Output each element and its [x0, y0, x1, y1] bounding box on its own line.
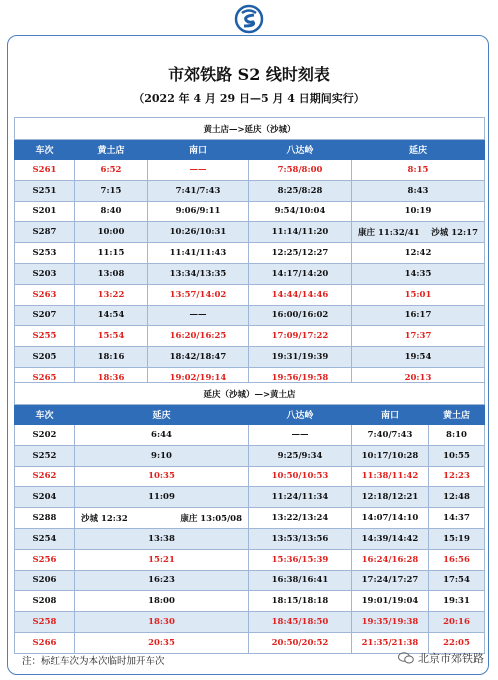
column-header: 八达岭 [249, 140, 352, 160]
time-cell: 11:24/11:34 [249, 487, 352, 508]
time-cell: 13:38 [75, 528, 249, 549]
table-row [15, 425, 485, 446]
time-cell: 15:21 [75, 549, 249, 570]
time-cell: 16:20/16:25 [148, 326, 249, 347]
time-cell: 10:35 [75, 466, 249, 487]
time-cell: 8:10 [429, 425, 485, 446]
time-cell: 14:44/14:46 [249, 284, 352, 305]
column-header: 南口 [148, 140, 249, 160]
time-cell: 21:35/21:38 [352, 632, 429, 653]
wechat-icon [398, 652, 414, 664]
train-number: S252 [15, 445, 75, 466]
train-number: S253 [15, 243, 75, 264]
split-time: 康庄 11:32/41 [358, 228, 420, 239]
time-cell: 15:19 [429, 528, 485, 549]
time-cell: 11:38/11:42 [352, 466, 429, 487]
train-number: S202 [15, 425, 75, 446]
train-number: S288 [15, 508, 75, 529]
time-cell: 15:01 [352, 284, 485, 305]
table-row [15, 591, 485, 612]
time-cell: 7:40/7:43 [352, 425, 429, 446]
table-row [15, 549, 485, 570]
train-number: S203 [15, 263, 75, 284]
time-cell: 13:22/13:24 [249, 508, 352, 529]
time-cell: 18:30 [75, 612, 249, 633]
time-cell: 15:36/15:39 [249, 549, 352, 570]
train-number: S206 [15, 570, 75, 591]
direction-label: 延庆（沙城）—>黄土店 [15, 383, 485, 405]
train-number: S258 [15, 612, 75, 633]
time-cell: 10:50/10:53 [249, 466, 352, 487]
time-cell: 11:41/11:43 [148, 243, 249, 264]
train-number: S204 [15, 487, 75, 508]
time-cell: 11:15 [75, 243, 148, 264]
train-number: S256 [15, 549, 75, 570]
header-row [15, 405, 485, 425]
table-row [15, 487, 485, 508]
train-number: S208 [15, 591, 75, 612]
time-cell: 19:54 [352, 347, 485, 368]
time-cell: 16:23 [75, 570, 249, 591]
time-cell: 19:31/19:39 [249, 347, 352, 368]
time-cell: —— [249, 425, 352, 446]
table-row [15, 201, 485, 222]
time-cell: 6:44 [75, 425, 249, 446]
page-subtitle: （2022 年 4 月 29 日—5 月 4 日期间实行） [133, 92, 365, 105]
time-cell: 18:45/18:50 [249, 612, 352, 633]
header-row [15, 140, 485, 160]
table-row [15, 305, 485, 326]
table-row [15, 284, 485, 305]
time-cell: 9:25/9:34 [249, 445, 352, 466]
time-cell: 14:37 [429, 508, 485, 529]
table-row [15, 326, 485, 347]
split-time: 沙城 12:17 [431, 228, 478, 239]
time-cell: 7:58/8:00 [249, 160, 352, 181]
time-cell: 20:16 [429, 612, 485, 633]
table-row [15, 508, 485, 529]
time-cell: 12:18/12:21 [352, 487, 429, 508]
time-cell [352, 222, 485, 243]
train-number: S261 [15, 160, 75, 181]
time-cell: 18:00 [75, 591, 249, 612]
time-cell: 14:07/14:10 [352, 508, 429, 529]
time-cell: 12:48 [429, 487, 485, 508]
table-row [15, 570, 485, 591]
column-header: 南口 [352, 405, 429, 425]
time-cell: 13:53/13:56 [249, 528, 352, 549]
time-cell: 10:19 [352, 201, 485, 222]
bcr-logo-icon [234, 4, 264, 34]
table-row [15, 347, 485, 368]
time-cell: —— [148, 160, 249, 181]
time-cell: 9:10 [75, 445, 249, 466]
time-cell: 14:35 [352, 263, 485, 284]
time-cell: 17:24/17:27 [352, 570, 429, 591]
time-cell: 18:42/18:47 [148, 347, 249, 368]
time-cell: 9:54/10:04 [249, 201, 352, 222]
direction-row [15, 383, 485, 405]
footnote: 注：标红车次为本次临时加开车次 [22, 656, 165, 667]
table-row [15, 466, 485, 487]
watermark [398, 650, 484, 666]
split-time: 康庄 13:05/08 [180, 514, 242, 525]
train-number: S265 [15, 367, 75, 388]
time-cell: 6:52 [75, 160, 148, 181]
direction-label: 黄土店—>延庆（沙城） [15, 118, 485, 140]
time-cell: 13:08 [75, 263, 148, 284]
time-cell: 15:54 [75, 326, 148, 347]
train-number: S254 [15, 528, 75, 549]
table-row [15, 445, 485, 466]
time-cell: 14:54 [75, 305, 148, 326]
column-header: 车次 [15, 405, 75, 425]
time-cell: 7:41/7:43 [148, 180, 249, 201]
time-cell: 16:24/16:28 [352, 549, 429, 570]
column-header: 八达岭 [249, 405, 352, 425]
time-cell: 16:38/16:41 [249, 570, 352, 591]
split-time: 沙城 12:32 [81, 514, 128, 525]
time-cell: 20:13 [352, 367, 485, 388]
time-cell: 10:26/10:31 [148, 222, 249, 243]
table-row [15, 528, 485, 549]
time-cell: 8:43 [352, 180, 485, 201]
time-cell: 12:25/12:27 [249, 243, 352, 264]
time-cell: 14:39/14:42 [352, 528, 429, 549]
time-cell: 19:31 [429, 591, 485, 612]
time-cell: 8:40 [75, 201, 148, 222]
time-cell: 17:54 [429, 570, 485, 591]
train-number: S263 [15, 284, 75, 305]
column-header: 车次 [15, 140, 75, 160]
time-cell: 20:35 [75, 632, 249, 653]
table-row [15, 243, 485, 264]
time-cell: 19:02/19:14 [148, 367, 249, 388]
time-cell: 13:34/13:35 [148, 263, 249, 284]
time-cell: 10:00 [75, 222, 148, 243]
train-number: S255 [15, 326, 75, 347]
time-cell: 11:14/11:20 [249, 222, 352, 243]
time-cell: 13:57/14:02 [148, 284, 249, 305]
time-cell: 18:36 [75, 367, 148, 388]
time-cell: 19:35/19:38 [352, 612, 429, 633]
train-number: S201 [15, 201, 75, 222]
time-cell: 19:56/19:58 [249, 367, 352, 388]
time-cell: —— [148, 305, 249, 326]
train-number: S266 [15, 632, 75, 653]
time-cell: 9:06/9:11 [148, 201, 249, 222]
timetable-outbound [14, 117, 485, 389]
time-cell: 10:55 [429, 445, 485, 466]
time-cell: 11:09 [75, 487, 249, 508]
train-number: S205 [15, 347, 75, 368]
time-cell: 16:00/16:02 [249, 305, 352, 326]
column-header: 延庆 [75, 405, 249, 425]
table-row [15, 263, 485, 284]
time-cell: 17:37 [352, 326, 485, 347]
time-cell: 12:42 [352, 243, 485, 264]
train-number: S251 [15, 180, 75, 201]
table-row [15, 222, 485, 243]
column-header: 黄土店 [429, 405, 485, 425]
page-title: 市郊铁路 S2 线时刻表 [168, 65, 330, 84]
time-cell: 14:17/14:20 [249, 263, 352, 284]
column-header: 延庆 [352, 140, 485, 160]
time-cell: 18:16 [75, 347, 148, 368]
time-cell: 17:09/17:22 [249, 326, 352, 347]
time-cell: 16:17 [352, 305, 485, 326]
train-number: S207 [15, 305, 75, 326]
time-cell: 16:56 [429, 549, 485, 570]
table-row [15, 160, 485, 181]
train-number: S262 [15, 466, 75, 487]
table-row [15, 612, 485, 633]
time-cell: 12:23 [429, 466, 485, 487]
time-cell: 18:15/18:18 [249, 591, 352, 612]
time-cell: 10:17/10:28 [352, 445, 429, 466]
table-row [15, 180, 485, 201]
time-cell: 7:15 [75, 180, 148, 201]
column-header: 黄土店 [75, 140, 148, 160]
time-cell: 8:15 [352, 160, 485, 181]
time-cell [75, 508, 249, 529]
timetable-inbound [14, 382, 485, 654]
time-cell: 13:22 [75, 284, 148, 305]
watermark-text: 北京市郊铁路 [418, 652, 484, 665]
time-cell: 22:05 [429, 632, 485, 653]
time-cell: 8:25/8:28 [249, 180, 352, 201]
time-cell: 19:01/19:04 [352, 591, 429, 612]
train-number: S287 [15, 222, 75, 243]
direction-row [15, 118, 485, 140]
time-cell: 20:50/20:52 [249, 632, 352, 653]
